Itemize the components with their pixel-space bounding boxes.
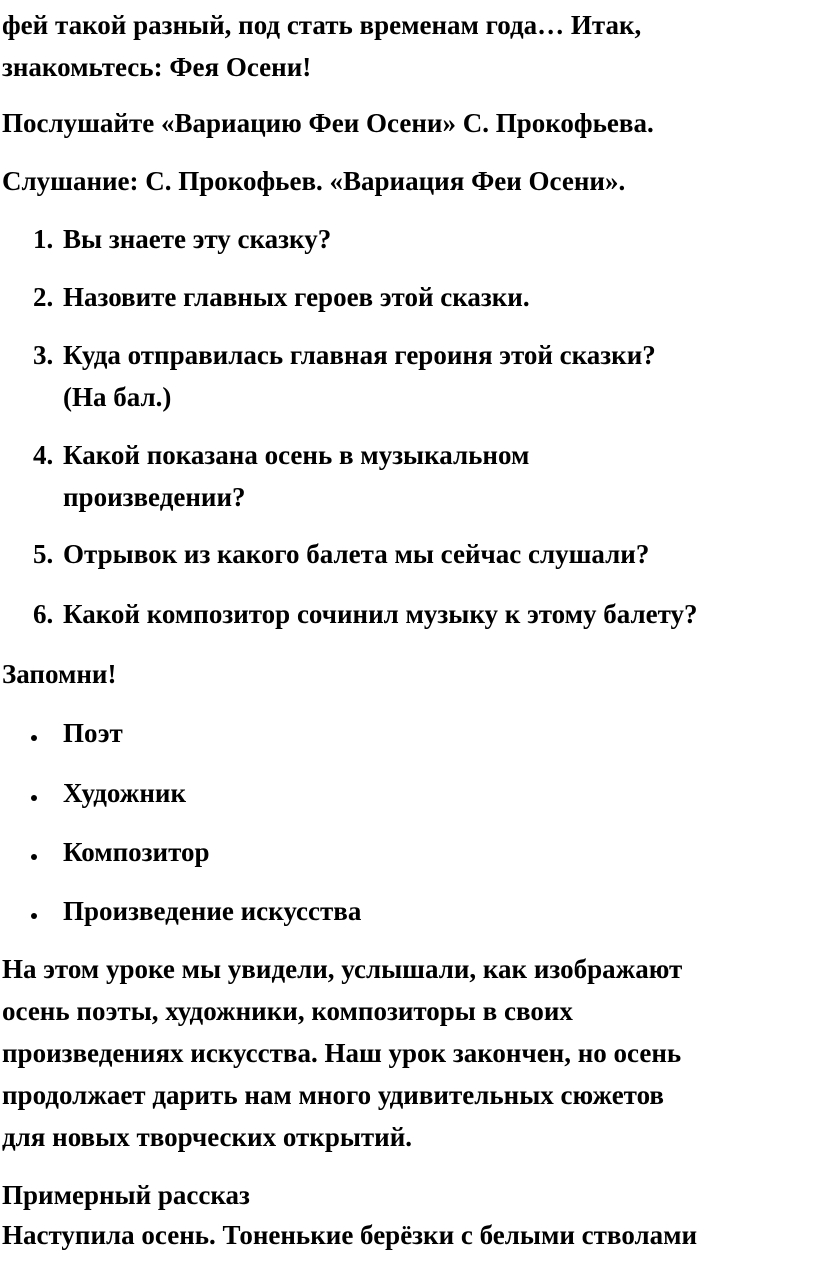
remember-item-text: Композитор xyxy=(63,837,210,867)
question-number: 2. xyxy=(33,282,54,312)
conclusion-line: для новых творческих открытий. xyxy=(2,1122,413,1152)
bullet-icon xyxy=(31,913,37,919)
question-number: 1. xyxy=(33,224,54,254)
question-number: 4. xyxy=(33,440,54,470)
question-text: Назовите главных героев этой сказки. xyxy=(63,282,530,312)
sample-heading: Примерный рассказ xyxy=(2,1180,250,1210)
bullet-icon xyxy=(31,735,37,741)
intro-line-1: фей такой разный, под стать временам года… Итак, xyxy=(2,10,642,40)
conclusion-line: осень поэты, художники, композиторы в своих xyxy=(2,996,573,1026)
bullet-icon xyxy=(31,795,37,801)
question-number: 6. xyxy=(33,599,54,629)
remember-item-text: Произведение искусства xyxy=(63,896,362,926)
question-text: Какой показана осень в музыкальном xyxy=(63,440,530,470)
remember-item-text: Художник xyxy=(63,778,187,808)
intro-line-2: знакомьтесь: Фея Осени! xyxy=(2,52,312,82)
conclusion-line: На этом уроке мы увидели, услышали, как изображают xyxy=(2,954,683,984)
question-number: 5. xyxy=(33,539,54,569)
question-text: Какой композитор сочинил музыку к этому балету? xyxy=(63,599,698,629)
remember-item-text: Поэт xyxy=(63,718,123,748)
listen-prompt: Послушайте «Вариацию Феи Осени» С. Прокофьева. xyxy=(2,108,654,138)
question-number: 3. xyxy=(33,340,54,370)
question-text: Отрывок из какого балета мы сейчас слушали? xyxy=(63,539,650,569)
question-text: Куда отправилась главная героиня этой сказки? xyxy=(63,340,656,370)
question-text: Вы знаете эту сказку? xyxy=(63,224,332,254)
conclusion-line: продолжает дарить нам много удивительных сюжетов xyxy=(2,1080,665,1110)
question-answer: (На бал.) xyxy=(63,382,172,412)
remember-heading: Запомни! xyxy=(2,659,117,689)
question-text-cont: произведении? xyxy=(63,482,246,512)
conclusion-line: произведениях искусства. Наш урок закончен, но осень xyxy=(2,1038,682,1068)
listening-title: Слушание: С. Прокофьев. «Вариация Феи Осени». xyxy=(2,166,626,196)
sample-first-line: Наступила осень. Тоненькие берёзки с белыми стволами xyxy=(2,1220,698,1250)
bullet-icon xyxy=(31,854,37,860)
